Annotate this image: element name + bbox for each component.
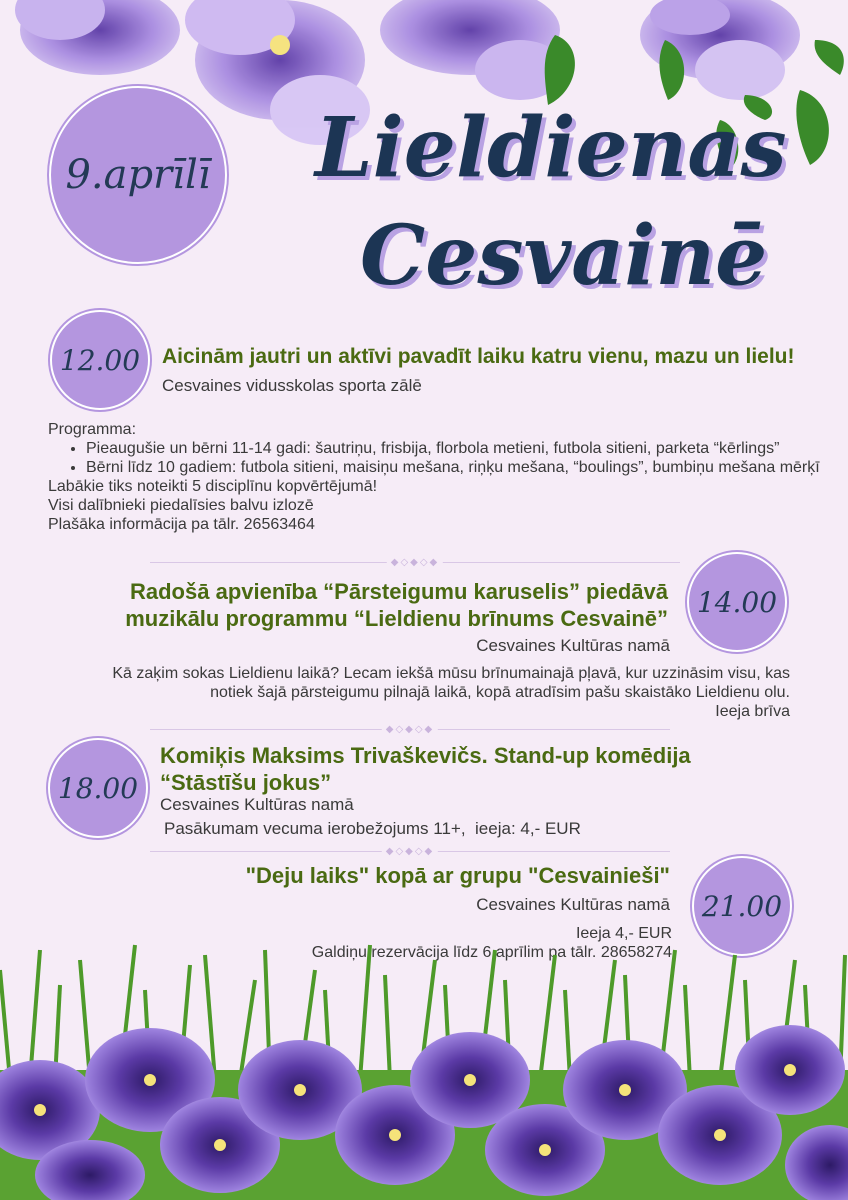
- time-badge-18: [48, 738, 148, 838]
- time-text: 18.00: [57, 771, 139, 805]
- event3-heading: [160, 742, 780, 796]
- divider: ◆◇◆◇◆: [150, 845, 670, 857]
- event2-location: Cesvaines Kultūras namā: [476, 636, 670, 655]
- date-text: 9.aprīlī: [65, 152, 211, 198]
- event3-heading-line1: Komiķis Maksims Trivaškevičs. Stand-up komēdija: [160, 743, 691, 768]
- event2-heading-line2: muzikālu programmu “Lieldienu brīnums Cesvainē”: [125, 606, 668, 631]
- event1-location: Cesvaines vidusskolas sporta zālē: [162, 376, 422, 395]
- event1-heading: Aicinām jautri un aktīvi pavadīt laiku katru vienu, mazu un lielu!: [162, 345, 795, 368]
- event4-entry: Ieeja 4,- EUR: [575, 925, 672, 942]
- page-title-line2: Cesvainē: [360, 208, 768, 304]
- page-title-line1: Lieldienas: [315, 100, 787, 196]
- time-text: 21.00: [701, 889, 783, 923]
- list-item: • Bērni līdz 10 gadiem: futbola sitieni, maisiņu mešana, riņķu mešana, “boulings”, bumbiņu mešana mērķī: [86, 458, 828, 477]
- event2-heading-line1: Radošā apvienība “Pārsteigumu karuselis” piedāvā: [130, 579, 668, 604]
- time-badge-14: [687, 552, 787, 652]
- date-badge: [49, 86, 227, 264]
- event3-location: Cesvaines Kultūras namā: [160, 795, 354, 814]
- program-list: [48, 439, 828, 477]
- program-label: Programma:: [48, 421, 137, 438]
- time-text: 12.00: [59, 343, 141, 377]
- event1-note-best: Labākie tiks noteikti 5 disciplīnu kopvērtējumā!: [48, 478, 378, 495]
- event4-location: Cesvaines Kultūras namā: [476, 895, 670, 914]
- event4-reservation: Galdiņu rezervācija līdz 6.aprīlim pa tālr. 28658274: [311, 944, 672, 961]
- event2-desc-line2: notiek šajā pārsteigumu pilnajā laikā, kopā atradīsim pašu skaistāko Lieldienu olu.: [210, 684, 790, 701]
- time-badge-12: [50, 310, 150, 410]
- event1-program: [48, 420, 828, 534]
- list-item: • Pieaugušie un bērni 11-14 gadi: šautriņu, frisbija, florbola metieni, futbola sitieni, parketa “kērlings”: [86, 439, 828, 458]
- event3-heading-line2: “Stāstīšu jokus”: [160, 770, 332, 795]
- event1-note-prizes: Visi dalībnieki piedalīsies balvu izlozē: [48, 497, 314, 514]
- time-text: 14.00: [696, 585, 778, 619]
- event4-heading: "Deju laiks" kopā ar grupu "Cesvainieši": [245, 863, 670, 888]
- event2-entry: Ieeja brīva: [715, 703, 790, 720]
- divider: ◆◇◆◇◆: [150, 723, 670, 735]
- event3-info: Pasākumam vecuma ierobežojums 11+, ieeja: 4,- EUR: [164, 819, 581, 838]
- event2-heading: [80, 578, 668, 632]
- event1-note-info: Plašāka informācija pa tālr. 26563464: [48, 516, 315, 533]
- bottom-flowers-decoration: [0, 930, 848, 1200]
- divider: ◆◇◆◇◆: [150, 556, 680, 568]
- event2-description: [40, 664, 790, 721]
- event2-desc-line1: Kā zaķim sokas Lieldienu laikā? Lecam iekšā mūsu brīnumainajā pļavā, kur uzzināsim visu, kas: [112, 665, 790, 682]
